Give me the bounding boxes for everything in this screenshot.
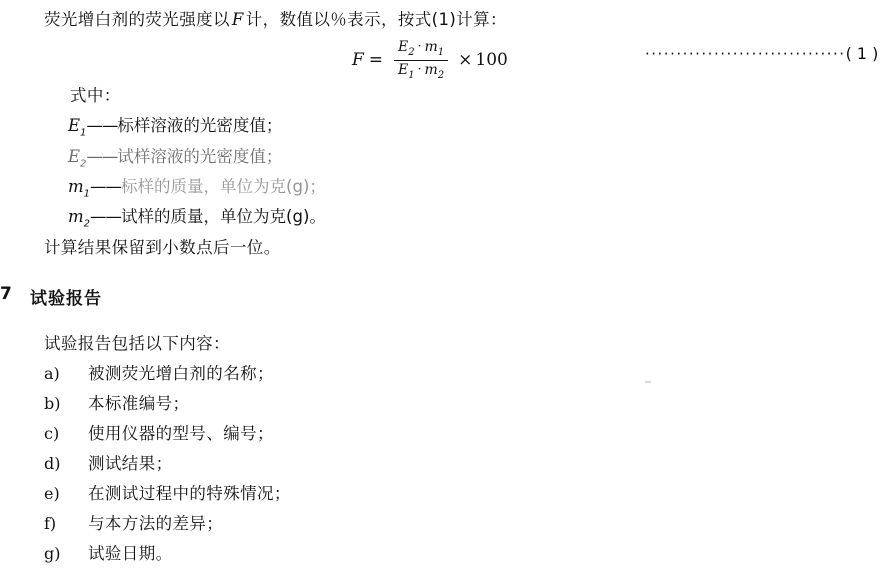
list-item-marker: g) [44,544,61,563]
definition-dash: —— [90,177,122,196]
definition-dash: —— [90,207,122,226]
definition-text: 标样溶液的光密度值； [117,116,283,135]
list-item-marker: d) [44,454,61,473]
formula-times: × [458,49,473,70]
denominator-m: m [424,62,438,79]
definition-symbol-sub: 1 [80,127,87,139]
leader-dots: ································ [645,45,846,63]
list-item [44,510,291,540]
formula-numerator [394,39,448,59]
definition-symbol-sub: 1 [83,188,91,200]
intro-suffix: 计，数值以％表示，按式(1)计算： [245,10,507,29]
numerator-m: m [424,39,438,55]
definition-text: 试样的质量，单位为克(g)。 [121,207,326,226]
list-item-marker: e) [44,484,60,503]
definition-dash: —— [86,116,118,135]
list-item-text: 被测荧光增白剂的名称； [88,364,274,383]
list-item-marker: a) [44,364,60,383]
list-item-text: 测试结果； [88,454,173,473]
list-item-marker: c) [44,424,60,443]
formula-fraction [394,39,448,83]
denominator-dot: · [417,62,422,77]
intro-symbol: F [231,10,244,29]
definition-symbol-sub: 2 [83,218,91,230]
where-label: 式中： [70,86,121,105]
list-item [44,390,291,420]
denominator-E-sub: 1 [408,70,415,82]
list-item-marker: b) [44,394,61,413]
denominator-E: E [398,62,409,79]
numerator-E: E [398,39,409,55]
definition-symbol-sub: 2 [80,158,87,170]
definition-text: 标样的质量，单位为克(g)； [121,177,326,196]
formula-expression [352,38,508,82]
section-title: 试验报告 [30,289,102,309]
definition-item [68,143,282,169]
definition-symbol: m [68,177,84,196]
calculation-note: 计算结果保留到小数点后一位。 [44,238,281,257]
definition-symbol: E [68,116,81,135]
formula-equals: = [368,49,384,70]
list-item-text: 本标准编号； [88,394,190,413]
equation-number [645,44,878,63]
list-item-text: 与本方法的差异； [88,514,224,533]
definition-item [68,112,282,138]
intro-prefix: 荧光增白剂的荧光强度以 [44,10,230,29]
list-item-marker: f) [44,514,57,533]
definition-text: 试样溶液的光密度值； [117,147,283,166]
intro-paragraph [44,6,507,30]
equation-number-label: ( 1 ) [845,44,879,63]
formula-factor: 100 [475,49,508,70]
definition-dash: —— [86,147,118,166]
numerator-dot: · [417,39,422,53]
formula-lhs: F [352,49,364,70]
definition-item [68,173,326,199]
scan-speck [645,381,651,383]
numerator-m-sub: 1 [437,46,445,58]
list-item [44,450,291,480]
list-item [44,420,291,450]
numerator-E-sub: 2 [408,46,415,58]
report-intro: 试验报告包括以下内容： [44,334,230,353]
list-item [44,540,291,570]
list-item-text: 在测试过程中的特殊情况； [88,484,291,503]
denominator-m-sub: 2 [437,70,445,82]
definition-symbol: E [68,147,81,166]
list-item [44,480,291,510]
section-number: 7 [0,284,12,304]
list-item [44,360,291,390]
report-item-list [44,360,291,570]
list-item-text: 使用仪器的型号、编号； [88,424,274,443]
formula-denominator [394,62,448,82]
list-item-text: 试验日期。 [88,544,173,563]
definition-item [68,203,326,229]
definition-symbol: m [68,207,84,226]
